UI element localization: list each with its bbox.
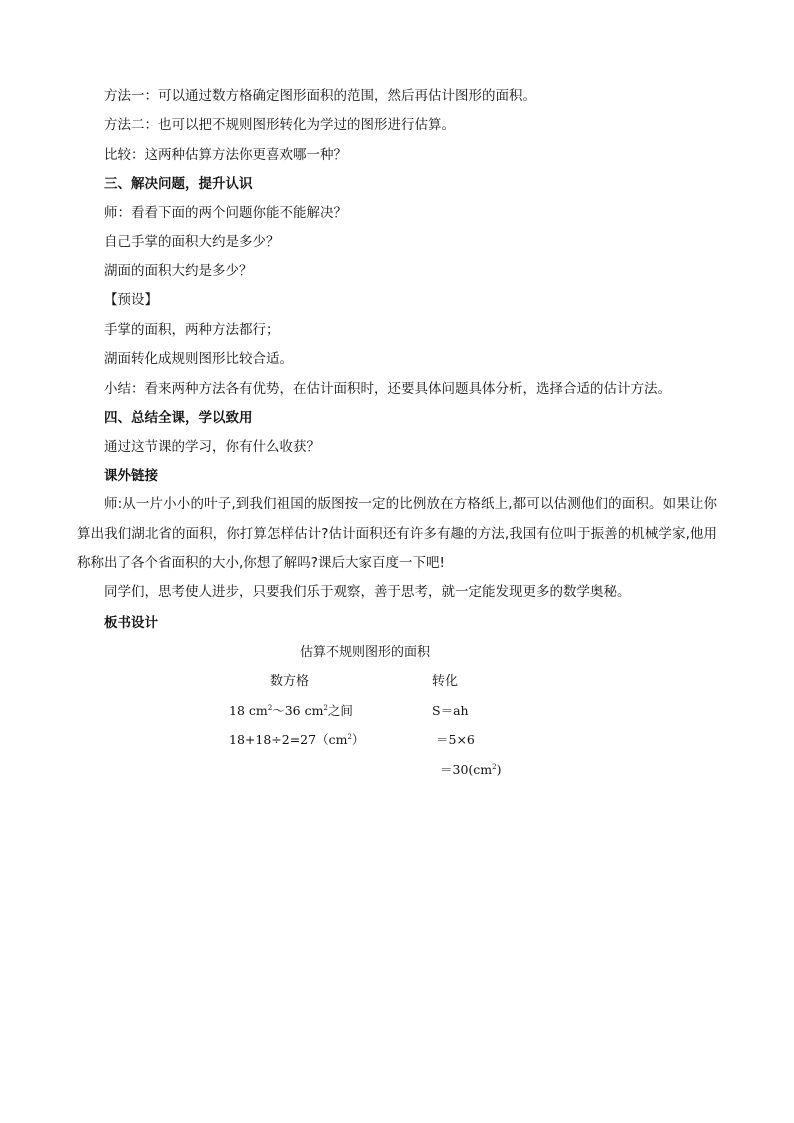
count-squares-header: 数方格 (270, 674, 310, 689)
method-one-text: 方法一：可以通过数方格确定图形面积的范围，然后再估计图形的面积。 (104, 88, 536, 104)
unit-superscript: 2 (267, 703, 273, 712)
section-four-heading: 四、总结全课，学以致用 (104, 410, 253, 426)
transform-substitute-row: ＝5×6 (436, 732, 475, 747)
transform-header: 转化 (432, 674, 459, 689)
range-between: 之间 (327, 703, 353, 718)
answer-lake: 湖面转化成规则图形比较合适。 (104, 351, 293, 367)
closing-paragraph: 同学们，思考使人进步，只要我们乐于观察，善于思考，就一定能发现更多的数学奥秘。 (104, 584, 631, 600)
unit-superscript: 2 (347, 732, 352, 741)
unit-superscript: 2 (492, 762, 497, 771)
result-value: ＝30(cm (440, 762, 493, 777)
range-high: ～36 cm (272, 703, 324, 718)
comparison-question: 比较：这两种估算方法你更喜欢哪一种？ (104, 147, 347, 163)
board-title: 估算不规则图形的面积 (300, 645, 431, 660)
range-low: 18 cm (229, 703, 268, 718)
extra-link-heading: 课外链接 (104, 468, 158, 484)
summary-text: 小结：看来两种方法各有优势，在估计面积时，还要具体问题具体分析，选择合适的估计方法。 (104, 381, 671, 397)
transform-result-row (440, 761, 502, 779)
gain-question: 通过这节课的学习，你有什么收获？ (104, 439, 320, 455)
section-three-heading: 三、解决问题，提升认识 (104, 176, 253, 192)
preset-label: 【预设】 (104, 292, 158, 308)
count-estimate-row (229, 731, 364, 749)
count-range-row (229, 702, 353, 720)
estimate-close: ） (351, 732, 365, 747)
estimate-formula: 18+18÷2=27（cm (229, 732, 348, 747)
answer-palm: 手掌的面积，两种方法都行； (104, 322, 280, 338)
transform-formula-row: S＝ah (432, 703, 469, 718)
result-close: ) (496, 762, 502, 777)
board-design-heading: 板书设计 (104, 615, 158, 631)
question-lake-area: 湖面的面积大约是多少？ (104, 263, 253, 279)
question-palm-area: 自己手掌的面积大约是多少？ (104, 234, 280, 250)
teacher-prompt: 师：看看下面的两个问题你能不能解决？ (104, 205, 347, 221)
unit-superscript: 2 (323, 703, 328, 712)
method-two-text: 方法二：也可以把不规则图形转化为学过的图形进行估算。 (104, 117, 455, 133)
extra-link-paragraph: 师:从一片小小的叶子,到我们祖国的版图按一定的比例放在方格纸上,都可以估测他们的面积。如果让你算出我们湖北省的面积，你打算怎样估计?估计面积还有许多有趣的方法,我国有位叫于振善的机械学家,他用称称出了各个省面积的大小,你想了解吗?课后大家百度一下吧! (77, 496, 717, 571)
